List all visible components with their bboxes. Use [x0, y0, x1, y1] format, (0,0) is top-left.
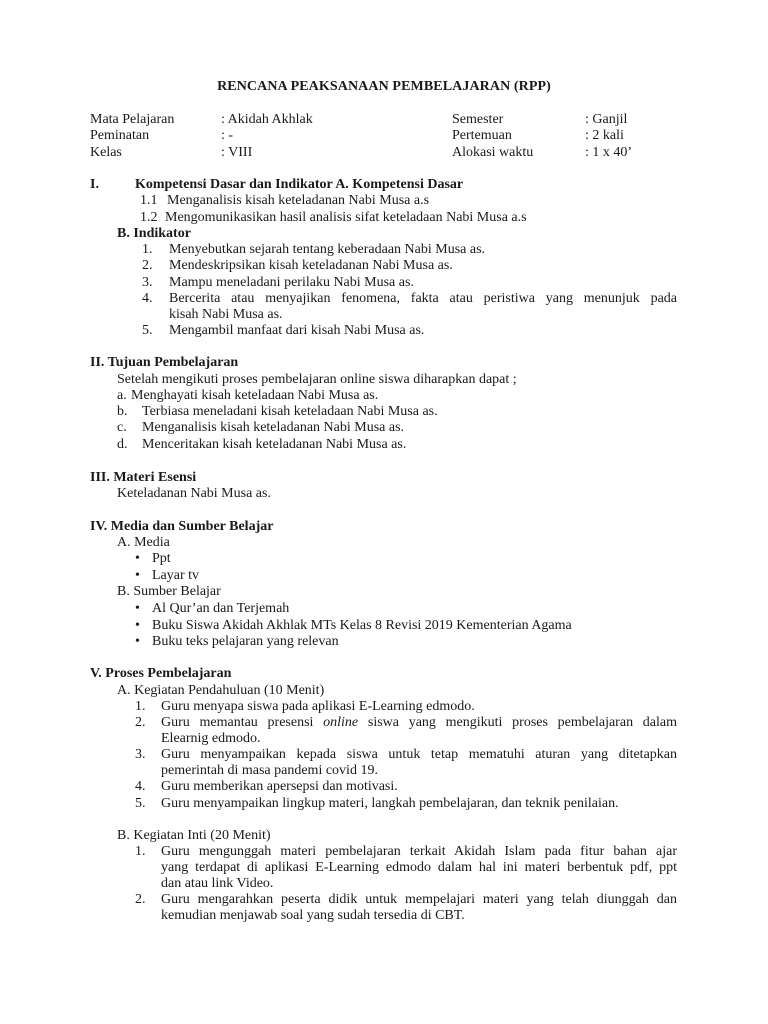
list-number: 1.	[142, 242, 153, 257]
info-value: : 1 x 40’	[585, 145, 633, 160]
list-item: Guru menyampaikan kepada siswa untuk tetap mematuhi aturan yang ditetapkan	[161, 747, 677, 762]
list-item: Ppt	[152, 551, 171, 566]
list-number: 1.	[135, 699, 146, 714]
list-item-continuation: yang terdapat di aplikasi E-Learning edmodo dalam hal ini materi berbentuk pdf, ppt	[161, 860, 677, 875]
list-number: b.	[117, 404, 128, 419]
info-label: Semester	[452, 112, 504, 127]
kd-number: 1.2	[140, 210, 158, 225]
section-heading: III. Materi Esensi	[90, 470, 197, 485]
paragraph: Keteladanan Nabi Musa as.	[117, 486, 271, 501]
list-number: 5.	[142, 323, 153, 338]
list-number: 1.	[135, 844, 146, 859]
list-item: Mengambil manfaat dari kisah Nabi Musa as.	[169, 323, 425, 338]
list-number: d.	[117, 437, 128, 452]
list-number: 2.	[135, 892, 146, 907]
bullet-icon: •	[135, 634, 140, 649]
list-item: Menyebutkan sejarah tentang keberadaan Nabi Musa as.	[169, 242, 486, 257]
list-item	[161, 715, 677, 731]
list-number: 4.	[135, 779, 146, 794]
subsection-heading: A. Kegiatan Pendahuluan (10 Menit)	[117, 683, 325, 698]
info-label: Peminatan	[90, 128, 150, 143]
info-value: : 2 kali	[585, 128, 624, 143]
subsection-heading: B. Sumber Belajar	[117, 584, 221, 599]
document-title: RENCANA PEAKSANAAN PEMBELAJARAN (RPP)	[217, 79, 551, 94]
section-number: I.	[90, 177, 99, 192]
list-number: c.	[117, 420, 127, 435]
list-item-continuation: pemerintah di masa pandemi covid 19.	[161, 763, 378, 778]
list-item: Al Qur’an dan Terjemah	[152, 601, 290, 616]
list-number: 2.	[142, 258, 153, 273]
info-label: Kelas	[90, 145, 122, 160]
section-heading: II. Tujuan Pembelajaran	[90, 355, 239, 370]
list-number: 4.	[142, 291, 153, 306]
list-item-continuation: Elearnig edmodo.	[161, 731, 261, 746]
info-value: : Ganjil	[585, 112, 628, 127]
list-item: Guru menyampaikan lingkup materi, langkah pembelajaran, dan teknik penilaian.	[161, 796, 619, 811]
section-heading: Kompetensi Dasar dan Indikator A. Kompetensi Dasar	[135, 177, 464, 192]
list-number: 2.	[135, 715, 146, 730]
kd-text: Mengomunikasikan hasil analisis sifat keteladaan Nabi Musa a.s	[165, 210, 527, 225]
list-item: Menganalisis kisah keteladanan Nabi Musa as.	[142, 420, 405, 435]
list-item-continuation: kisah Nabi Musa as.	[169, 307, 283, 322]
paragraph: Setelah mengikuti proses pembelajaran online siswa diharapkan dapat ;	[117, 372, 517, 387]
list-item: Bercerita atau menyajikan fenomena, fakta atau peristiwa yang menunjuk pada	[169, 291, 677, 306]
subsection-heading: B. Indikator	[117, 226, 191, 241]
section-heading: V. Proses Pembelajaran	[90, 666, 232, 681]
info-label: Pertemuan	[452, 128, 512, 143]
list-item: Guru mengarahkan peserta didik untuk mempelajari materi yang telah diunggah dan	[161, 892, 677, 907]
text-run: siswa yang mengikuti proses pembelajaran dalam	[358, 715, 677, 730]
text-run: Guru memantau presensi	[161, 715, 324, 730]
bullet-icon: •	[135, 618, 140, 633]
list-item: Guru memberikan apersepsi dan motivasi.	[161, 779, 398, 794]
list-number: 3.	[142, 275, 153, 290]
info-value: : Akidah Akhlak	[221, 112, 313, 127]
kd-number: 1.1	[140, 193, 158, 208]
list-item: Layar tv	[152, 568, 200, 583]
info-value: : -	[221, 128, 234, 143]
list-number: 5.	[135, 796, 146, 811]
list-number: 3.	[135, 747, 146, 762]
bullet-icon: •	[135, 568, 140, 583]
info-label: Alokasi waktu	[452, 145, 534, 160]
list-item: Mendeskripsikan kisah keteladanan Nabi Musa as.	[169, 258, 453, 273]
list-number: a.	[117, 388, 127, 403]
list-item: Menghayati kisah keteladaan Nabi Musa as.	[131, 388, 379, 403]
section-heading: IV. Media dan Sumber Belajar	[90, 519, 274, 534]
subsection-heading: A. Media	[117, 535, 170, 550]
list-item: Guru menyapa siswa pada aplikasi E-Learning edmodo.	[161, 699, 475, 714]
list-item: Buku teks pelajaran yang relevan	[152, 634, 339, 649]
bullet-icon: •	[135, 601, 140, 616]
list-item: Guru mengunggah materi pembelajaran terkait Akidah Islam pada fitur bahan ajar	[161, 844, 677, 859]
list-item-continuation: dan atau link Video.	[161, 876, 274, 891]
list-item: Terbiasa meneladani kisah keteladaan Nabi Musa as.	[142, 404, 438, 419]
list-item-continuation: kemudian menjawab soal yang sudah tersedia di CBT.	[161, 908, 465, 923]
list-item: Menceritakan kisah keteladanan Nabi Musa as.	[142, 437, 407, 452]
info-value: : VIII	[221, 145, 253, 160]
kd-text: Menganalisis kisah keteladanan Nabi Musa a.s	[167, 193, 430, 208]
info-label: Mata Pelajaran	[90, 112, 175, 127]
subsection-heading: B. Kegiatan Inti (20 Menit)	[117, 828, 271, 843]
emphasis-text: online	[323, 715, 359, 730]
list-item: Mampu meneladani perilaku Nabi Musa as.	[169, 275, 414, 290]
bullet-icon: •	[135, 551, 140, 566]
list-item: Buku Siswa Akidah Akhlak MTs Kelas 8 Revisi 2019 Kementerian Agama	[152, 618, 572, 633]
